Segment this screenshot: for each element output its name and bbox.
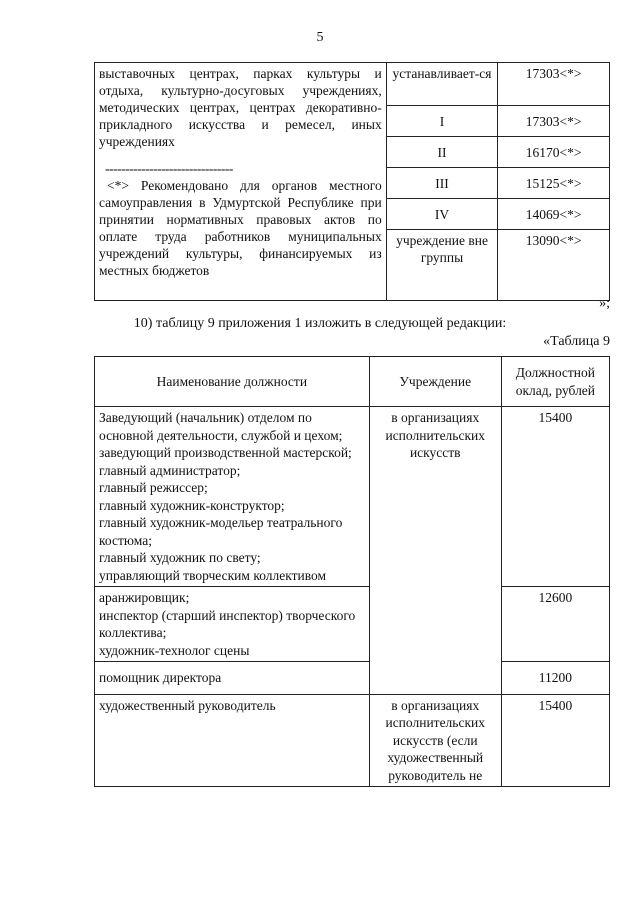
value-cell: 16170<*> (498, 137, 610, 168)
position-text: художественный руководитель (99, 697, 276, 713)
header-position: Наименование должности (95, 357, 370, 407)
table-row (95, 694, 610, 787)
group-cell: учреждение вне группы (386, 230, 498, 301)
footnote-text: <*> Рекомендовано для органов местного самоуправления в Удмуртской Республике при принятии нормативных правовых актов по оплате труда работников муниципальных учреждений культуры, финансируемых из местных бюджетов (99, 178, 382, 278)
institution-cell: в организациях исполнительских искусств (если художественный руководитель не (369, 694, 501, 787)
position-text: главный художник-конструктор; (99, 497, 285, 513)
table-9 (94, 356, 610, 787)
positions-cell (95, 662, 370, 695)
closing-quote: »; (599, 296, 610, 311)
table-row (95, 407, 610, 587)
table-row (95, 662, 610, 695)
header-institution: Учреждение (369, 357, 501, 407)
salary-group-table (94, 62, 610, 301)
header-salary: Должностной оклад, рублей (501, 357, 609, 407)
positions-cell (95, 694, 370, 787)
position-text: главный режиссер; (99, 480, 208, 495)
group-cell: II (386, 137, 498, 168)
position-text: инспектор (старший инспектор) творческого коллектива; (99, 607, 356, 640)
value-cell: 17303<*> (498, 63, 610, 106)
page-number: 5 (316, 30, 324, 45)
salary-cell: 15400 (501, 694, 609, 787)
group-cell: IV (386, 199, 498, 230)
table-row (95, 587, 610, 662)
positions-cell (95, 587, 370, 662)
value-cell: 17303<*> (498, 106, 610, 137)
position-text: управляющий творческим коллективом (99, 567, 327, 583)
position-text: художник-технолог сцены (99, 642, 250, 658)
group-cell: III (386, 168, 498, 199)
group-cell: устанавливает-ся (386, 63, 498, 106)
position-text: аранжировщик; (99, 590, 190, 605)
position-text: главный администратор; (99, 462, 241, 478)
position-text: Заведующий (начальник) отделом по основной деятельности, службой и цехом; (99, 410, 343, 443)
paragraph-10: 10) таблицу 9 приложения 1 изложить в следующей редакции: (133, 316, 507, 331)
position-text: помощник директора (99, 670, 222, 685)
value-cell: 15125<*> (498, 168, 610, 199)
salary-cell: 12600 (501, 587, 609, 662)
institution-cell: в организациях исполнительских искусств (369, 407, 501, 695)
group-cell: I (386, 106, 498, 137)
salary-cell: 15400 (501, 407, 609, 587)
positions-cell (95, 407, 370, 587)
position-text: главный художник по свету; (99, 550, 261, 565)
salary-cell: 11200 (501, 662, 609, 695)
position-text: главный художник-модельер театрального костюма; (99, 515, 343, 548)
value-cell: 14069<*> (498, 199, 610, 230)
footnote-separator: -------------------------------- (105, 161, 233, 176)
institution-text: выставочных центрах, парках культуры и отдыха, культурно-досуговых учреждениях, методических центрах, центрах декоративно-прикладного искусства и ремесел, иных учреждениях (99, 66, 382, 149)
position-text: заведующий производственной мастерской; (99, 445, 352, 460)
value-cell: 13090<*> (498, 230, 610, 301)
table-9-label: «Таблица 9 (543, 334, 610, 349)
institution-description-cell (95, 63, 387, 301)
